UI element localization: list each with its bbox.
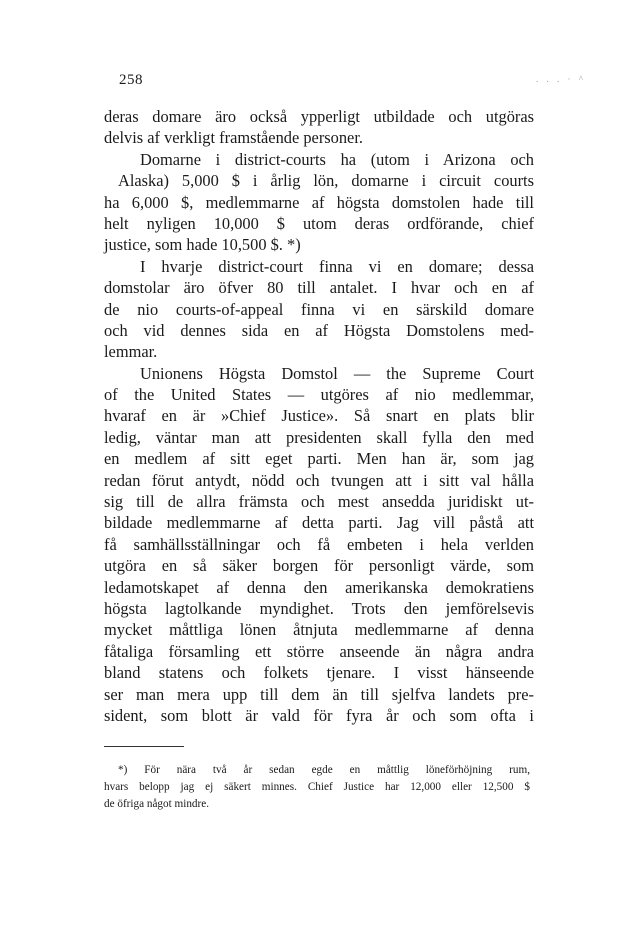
text-line: och vid dennes sida en af Högsta Domstolens med- bbox=[104, 320, 534, 340]
text-line: hvaraf en är »Chief Justice». Så snart en plats blir bbox=[104, 406, 534, 426]
text-line: sig till de allra främsta och mest ansedda juridiskt ut- bbox=[104, 492, 534, 512]
text-line: ser man mera upp till dem än till sjelfva landets pre- bbox=[104, 684, 534, 704]
text-line: domstolar äro öfver 80 till antalet. I hvar och en af bbox=[104, 278, 534, 298]
text-line: redan förut antydt, nödd och tvungen att i sitt val hålla bbox=[104, 470, 534, 490]
text-line: mycket måttliga lönen åtnjuta medlemmarne af denna bbox=[104, 620, 534, 640]
text-line: delvis af verkligt framstående personer. bbox=[104, 128, 363, 148]
text-line: ledig, väntar man att presidenten skall fylla den med bbox=[104, 427, 534, 447]
footnote-divider bbox=[104, 746, 184, 747]
corner-marks: . . . · ^ bbox=[536, 74, 586, 84]
text-line: högsta lagtolkande myndighet. Trots den jemförelsevis bbox=[104, 598, 534, 618]
footnote-line: de öfriga något mindre. bbox=[104, 798, 210, 810]
text-line: en medlem af sitt eget parti. Men han är, som jag bbox=[104, 449, 534, 469]
text-line: ledamotskapet af denna den amerikanska demokratiens bbox=[104, 577, 534, 597]
footnote bbox=[104, 762, 530, 813]
text-line: de nio courts-of-appeal finna vi en särskild domare bbox=[104, 299, 534, 319]
text-line: sident, som blott är vald för fyra år och som ofta i bbox=[104, 705, 534, 725]
body-text bbox=[104, 106, 534, 726]
text-line: Domarne i district-courts ha (utom i Arizona och bbox=[140, 149, 534, 169]
text-line: helt nyligen 10,000 $ utom deras ordförande, chief bbox=[104, 213, 534, 233]
text-line: ha 6,000 $, medlemmarne af högsta domstolen hade till bbox=[104, 192, 534, 212]
text-line: of the United States — utgöres af nio medlemmar, bbox=[104, 385, 534, 405]
text-line: Alaska) 5,000 $ i årlig lön, domarne i circuit courts bbox=[118, 171, 534, 191]
text-line: lemmar. bbox=[104, 342, 158, 362]
text-line: få samhällsställningar och få embeten i hela verlden bbox=[104, 534, 534, 554]
text-line: utgöra en så säker borgen för personligt värde, som bbox=[104, 556, 534, 576]
text-line: Unionens Högsta Domstol — the Supreme Court bbox=[140, 363, 534, 383]
text-line: justice, som hade 10,500 $. *) bbox=[104, 235, 301, 255]
footnote-line: *) För nära två år sedan egde en måttlig löneförhöjning rum, bbox=[118, 764, 530, 776]
text-line: fåtaliga församling ett större anseende än några andra bbox=[104, 641, 534, 661]
footnote-line: hvars belopp jag ej säkert minnes. Chief Justice har 12,000 eller 12,500 $ bbox=[104, 781, 530, 793]
text-line: deras domare äro också ypperligt utbildade och utgöras bbox=[104, 107, 534, 126]
text-line: I hvarje district-court finna vi en domare; dessa bbox=[140, 256, 534, 276]
text-line: bland statens och folkets tjenare. I visst hänseende bbox=[104, 663, 534, 683]
page-number: 258 bbox=[119, 72, 143, 88]
text-line: bildade medlemmarne af detta parti. Jag vill påstå att bbox=[104, 513, 534, 533]
